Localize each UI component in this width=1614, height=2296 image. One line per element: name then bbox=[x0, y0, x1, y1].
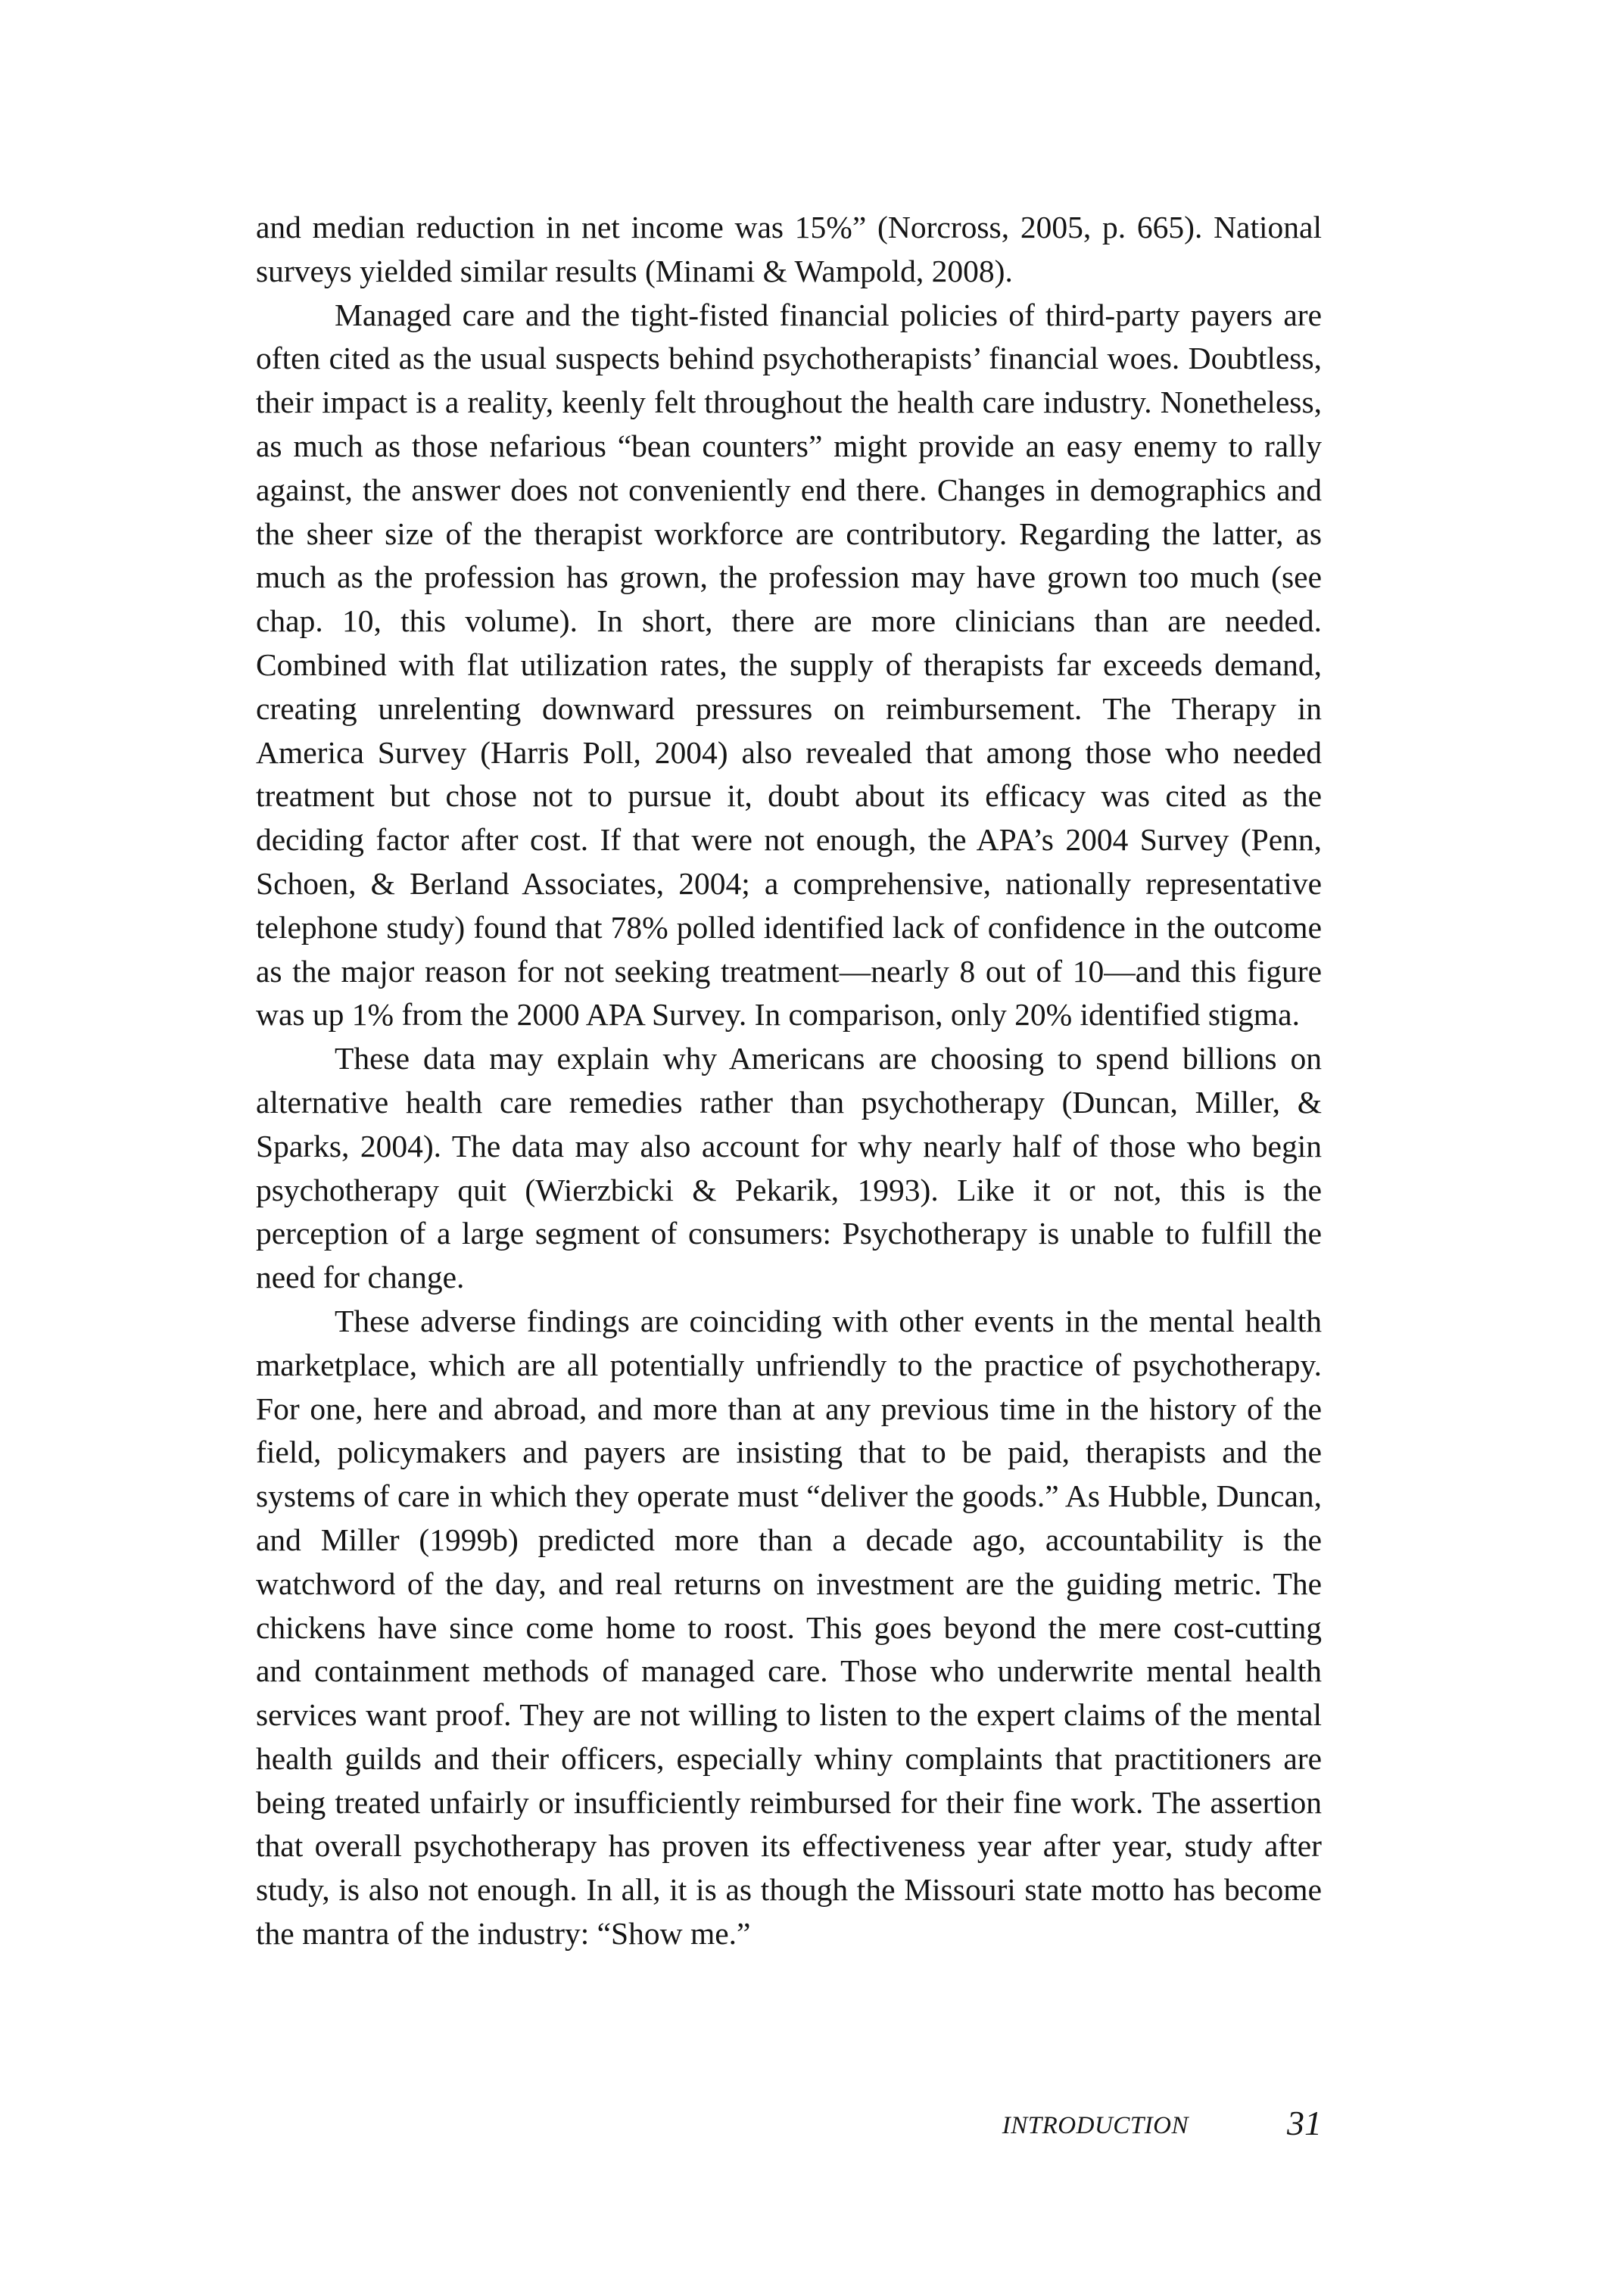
paragraph-adverse-findings: These adverse findings are coinciding with other events in the mental health marketplace, which are all potentially unfriendly to the practice of psychotherapy. For one, here and abroad, and more than at any previous time in the history of the field, policymakers and payers are insisting that to be paid, therapists and the systems of care in which they operate must “deliver the goods.” As Hubble, Duncan, and Miller (1999b) predicted more than a decade ago, accountability is the watchword of the day, and real returns on investment are the guiding metric. The chickens have since come home to roost. This goes beyond the mere cost-cutting and containment methods of managed care. Those who underwrite mental health services want proof. They are not willing to listen to the expert claims of the mental health guilds and their officers, especially whiny complaints that practitioners are being treated unfairly or insufficiently reimbursed for their fine work. The assertion that overall psychotherapy has proven its effectiveness year after year, study after study, is also not enough. In all, it is as though the Missouri state motto has become the mantra of the industry: “Show me.” bbox=[256, 1303, 1322, 1952]
paragraph-continued: and median reduction in net income was 15%” (Norcross, 2005, p. 665). National surveys yielded similar results (Minami & Wampold, 2008). bbox=[256, 210, 1322, 288]
paragraph-managed-care: Managed care and the tight-fisted financial policies of third-party payers are often cited as the usual suspects behind psychotherapists’ financial woes. Doubtless, their impact is a reality, keenly felt throughout the health care industry. Nonetheless, as much as those nefarious “bean counters” might provide an easy enemy to rally against, the answer does not conveniently end there. Changes in demographics and the sheer size of the therapist workforce are contributory. Regarding the latter, as much as the profession has grown, the profession may have grown too much (see chap. 10, this volume). In short, there are more clinicians than are needed. Combined with flat utilization rates, the supply of therapists far exceeds demand, creating unrelenting downward pressures on reimbursement. The Therapy in America Survey (Harris Poll, 2004) also revealed that among those who needed treatment but chose not to pursue it, doubt about its efficacy was cited as the deciding factor after cost. If that were not enough, the APA’s 2004 Survey (Penn, Schoen, & Berland Associates, 2004; a comprehensive, nationally representative telephone study) found that 78% polled identified lack of confidence in the outcome as the major reason for not seeking treatment—nearly 8 out of 10—and this figure was up 1% from the 2000 APA Survey. In comparison, only 20% identified stigma. bbox=[256, 297, 1322, 1033]
paragraph-alternative-remedies: These data may explain why Americans are choosing to spend billions on alternative health care remedies rather than psychotherapy (Duncan, Miller, & Sparks, 2004). The data may also account for why nearly half of those who begin psychotherapy quit (Wierzbicki & Pekarik, 1993). Like it or not, this is the perception of a large segment of consumers: Psychotherapy is unable to fulfill the need for change. bbox=[256, 1041, 1322, 1295]
body-text bbox=[256, 206, 1322, 1956]
running-head: INTRODUCTION bbox=[1002, 2112, 1189, 2139]
page-footer bbox=[848, 2103, 1322, 2148]
page-number: 31 bbox=[1287, 2104, 1322, 2142]
